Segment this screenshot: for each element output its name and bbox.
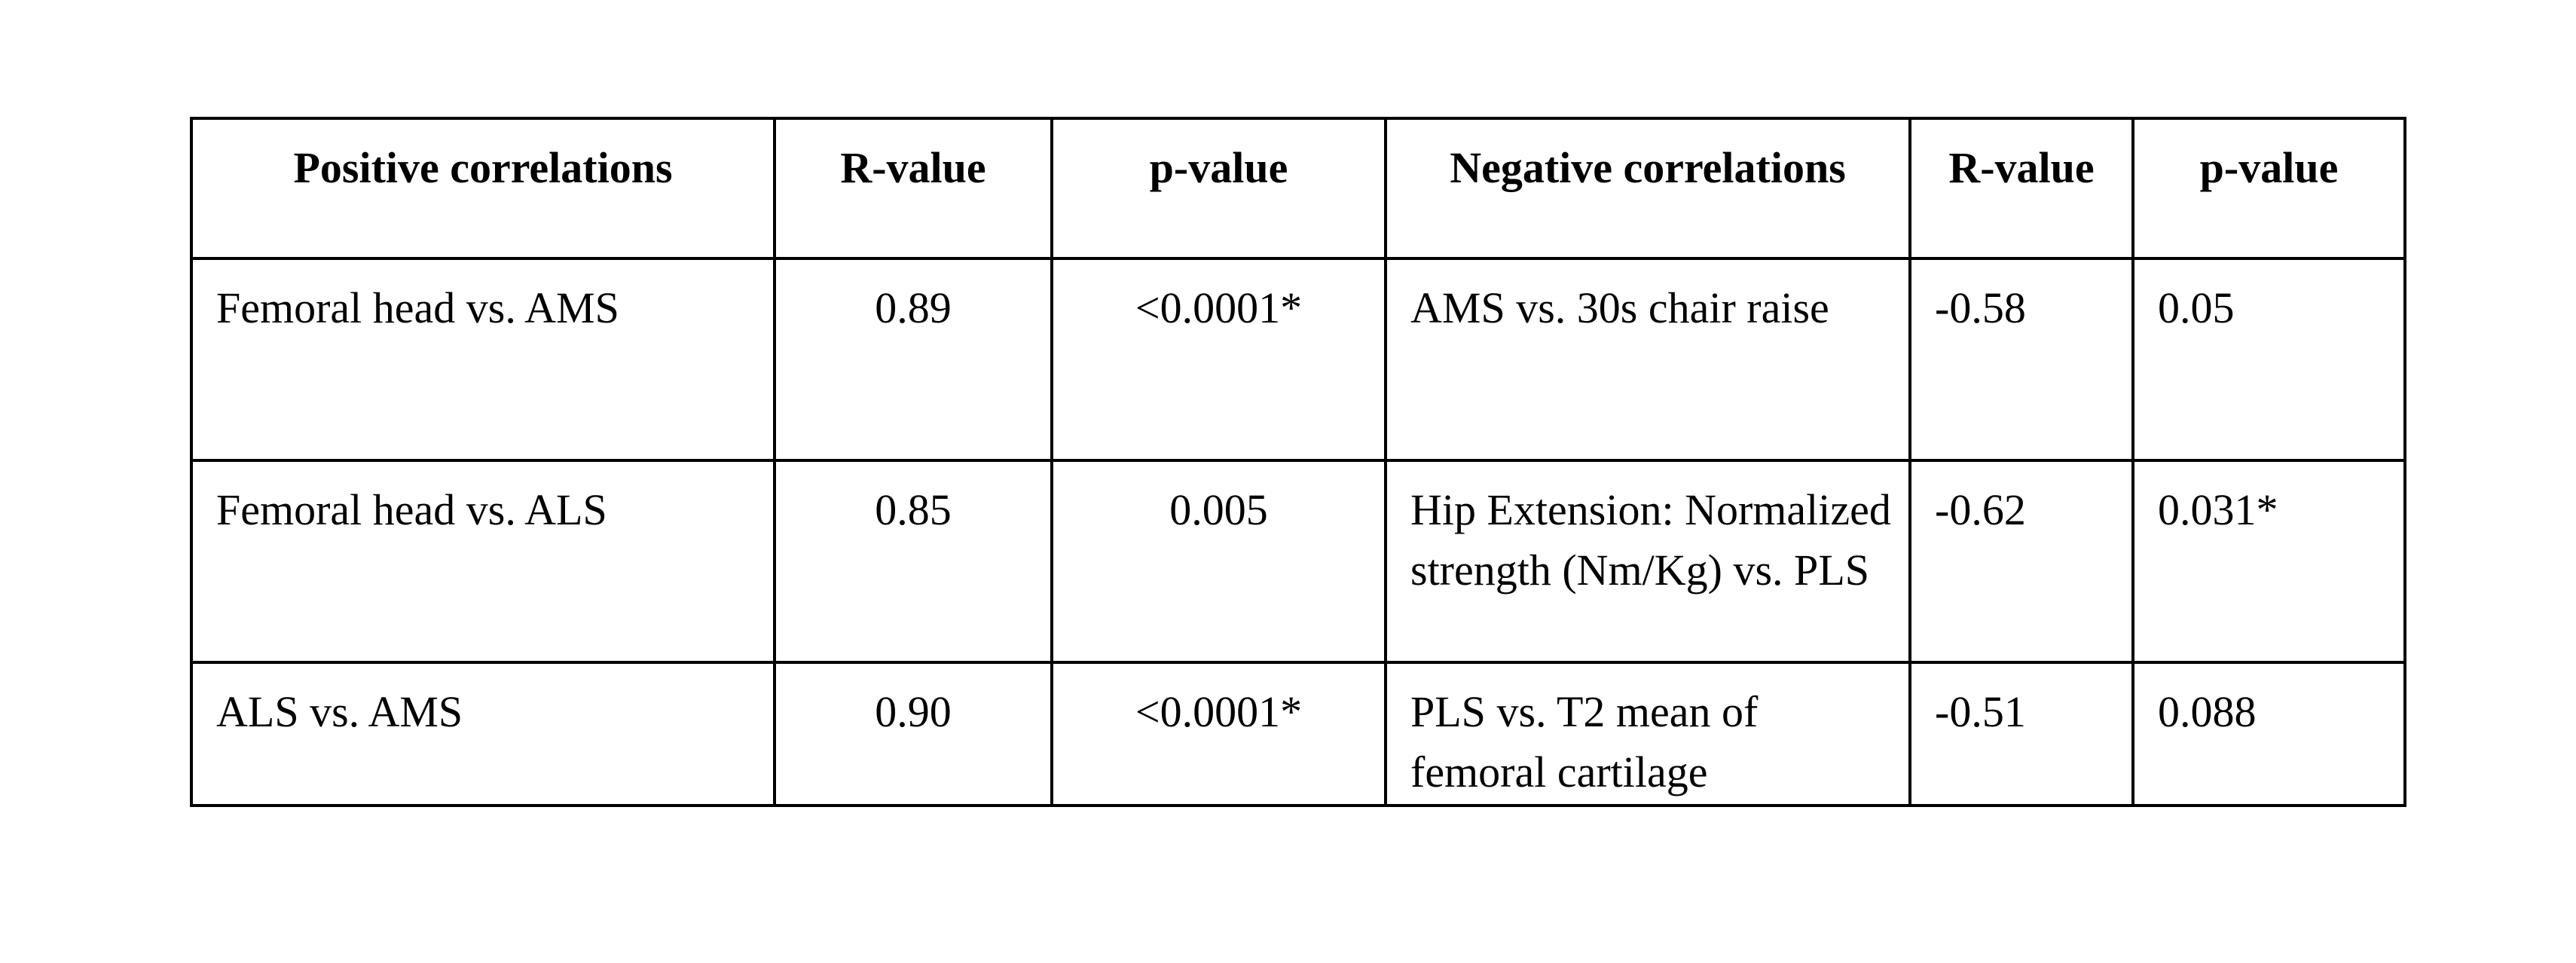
header-p-value-positive: p-value [1052, 118, 1386, 258]
table-row [191, 662, 2405, 806]
table-row [191, 460, 2405, 662]
positive-p-value-cell: 0.005 [1052, 460, 1386, 662]
positive-correlation-cell: ALS vs. AMS [191, 662, 775, 806]
positive-r-value-cell: 0.85 [775, 460, 1052, 662]
positive-correlation-cell: Femoral head vs. ALS [191, 460, 775, 662]
header-r-value-positive: R-value [775, 118, 1052, 258]
positive-r-value-cell: 0.90 [775, 662, 1052, 806]
negative-p-value-cell: 0.088 [2133, 662, 2405, 806]
header-positive-correlations: Positive correlations [191, 118, 775, 258]
negative-r-value-cell: -0.62 [1910, 460, 2133, 662]
header-row [191, 118, 2405, 258]
negative-correlation-cell: PLS vs. T2 mean of femoral cartilage [1386, 662, 1910, 806]
header-r-value-negative: R-value [1910, 118, 2133, 258]
positive-p-value-cell: <0.0001* [1052, 662, 1386, 806]
negative-p-value-cell: 0.05 [2133, 258, 2405, 460]
negative-p-value-cell: 0.031* [2133, 460, 2405, 662]
negative-r-value-cell: -0.58 [1910, 258, 2133, 460]
table-row [191, 258, 2405, 460]
positive-r-value-cell: 0.89 [775, 258, 1052, 460]
negative-r-value-cell: -0.51 [1910, 662, 2133, 806]
negative-correlation-cell: AMS vs. 30s chair raise [1386, 258, 1910, 460]
correlations-table [190, 117, 2406, 807]
negative-correlation-cell: Hip Extension: Normalized strength (Nm/Kg) vs. PLS [1386, 460, 1910, 662]
positive-p-value-cell: <0.0001* [1052, 258, 1386, 460]
header-negative-correlations: Negative correlations [1386, 118, 1910, 258]
positive-correlation-cell: Femoral head vs. AMS [191, 258, 775, 460]
header-p-value-negative: p-value [2133, 118, 2405, 258]
